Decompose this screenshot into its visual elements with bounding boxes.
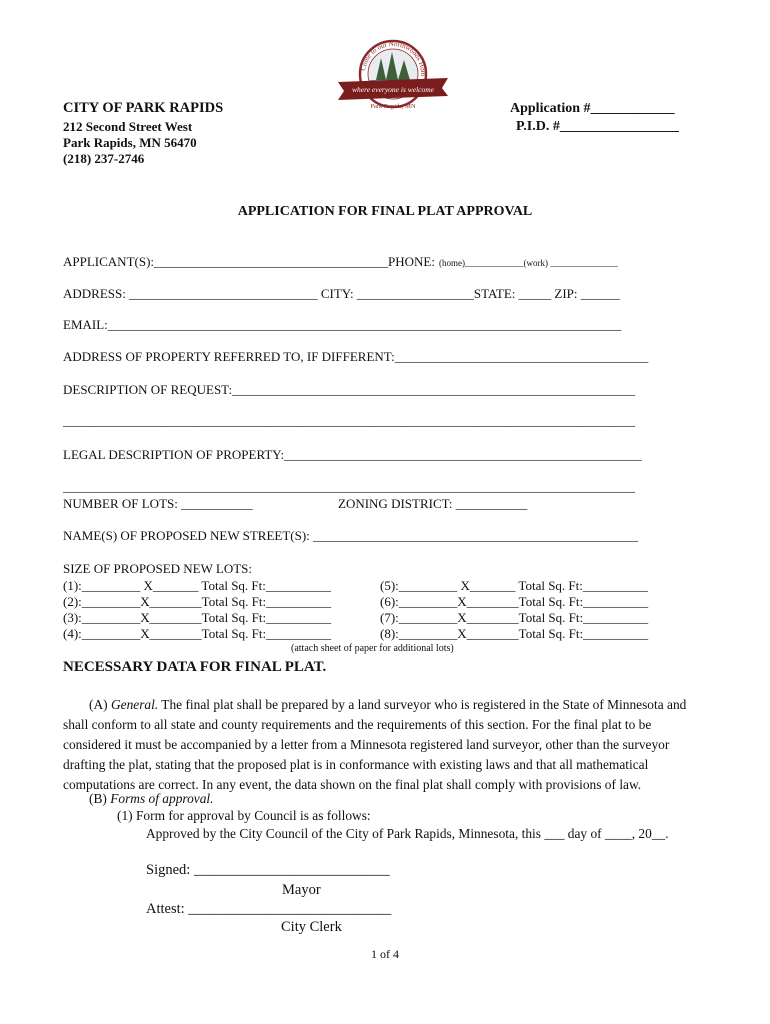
a-label: (A) <box>89 697 108 712</box>
lot-7-field[interactable]: (7):_________X________Total Sq. Ft:__________ <box>380 610 649 625</box>
address-row[interactable]: ADDRESS: _____________________________ CITY: __________________STATE: _____ ZIP: ______ <box>63 286 620 301</box>
lot-3-field[interactable]: (3):_________X________Total Sq. Ft:__________ <box>63 610 332 625</box>
forms-heading <box>89 791 214 807</box>
attest-field[interactable]: Attest: ____________________________ <box>146 901 392 917</box>
mayor-label: Mayor <box>282 882 321 898</box>
a-text: The final plat shall be prepared by a land surveyor who is registered in the State of Minnesota and shall conform to all state and county requirements and the requirements of this section. For the final plat to be considered it must be accompanied by a letter from a Minnesota registered land surveyor, other than the surveyor drafting the plat, stating that the proposed plat is in conformance with existing laws and that all mathematical computations are correct. In any event, the data shown on the final plat shall comply with provisions of law. <box>63 697 687 792</box>
lot-1-field[interactable]: (1):_________ X_______ Total Sq. Ft:__________ <box>63 578 331 593</box>
pid-field[interactable]: P.I.D. #_________________ <box>516 119 679 134</box>
city-clerk-label: City Clerk <box>281 919 342 935</box>
city-name: CITY OF PARK RAPIDS <box>63 100 224 116</box>
description-field[interactable]: DESCRIPTION OF REQUEST:______________________________________________________________ <box>63 382 636 397</box>
logo-banner-text: where everyone is welcome <box>352 85 434 94</box>
application-number-field[interactable]: Application #____________ <box>510 101 675 116</box>
applicant-row[interactable] <box>63 254 618 270</box>
attach-note: (attach sheet of paper for additional lots) <box>291 643 454 654</box>
street-names-field[interactable]: NAME(S) OF PROPOSED NEW STREET(S): __________________________________________________ <box>63 528 639 543</box>
legal-description-field[interactable]: LEGAL DESCRIPTION OF PROPERTY:_______________________________________________________ <box>63 447 642 462</box>
section-heading: NECESSARY DATA FOR FINAL PLAT. <box>63 659 327 675</box>
approval-statement[interactable]: Approved by the City Council of the City of Park Rapids, Minnesota, this ___ day of ____, 20__. <box>146 826 669 841</box>
page-title: APPLICATION FOR FINAL PLAT APPROVAL <box>237 204 533 219</box>
email-field[interactable]: EMAIL:_______________________________________________________________________________ <box>63 317 622 332</box>
page-number: 1 of 4 <box>371 947 399 961</box>
city-citystate: Park Rapids, MN 56470 <box>63 135 197 150</box>
logo-bottom-text: Park Rapids, MN <box>370 103 416 110</box>
lot-5-field[interactable]: (5):_________ X_______ Total Sq. Ft:__________ <box>380 578 648 593</box>
lots-heading: SIZE OF PROPOSED NEW LOTS: <box>63 561 253 576</box>
lot-8-field[interactable]: (8):_________X________Total Sq. Ft:__________ <box>380 626 649 641</box>
b-title: Forms of approval. <box>110 791 214 806</box>
approval-form-item: (1) Form for approval by Council is as follows: <box>117 808 371 823</box>
number-of-lots-field[interactable]: NUMBER OF LOTS: ___________ <box>63 496 253 511</box>
signed-field[interactable]: Signed: ___________________________ <box>146 862 390 878</box>
applicant-field[interactable]: APPLICANT(S):____________________________________PHONE: <box>63 254 435 269</box>
phone-home-work-field[interactable]: (home)_____________(work) _______________ <box>438 258 618 268</box>
city-logo <box>334 38 452 116</box>
city-phone: (218) 237-2746 <box>63 151 145 166</box>
lot-2-field[interactable]: (2):_________X________Total Sq. Ft:__________ <box>63 594 332 609</box>
logo-ring-text: Come to our Northwoods Hom <box>359 39 428 77</box>
lot-6-field[interactable]: (6):_________X________Total Sq. Ft:__________ <box>380 594 649 609</box>
lot-4-field[interactable]: (4):_________X________Total Sq. Ft:__________ <box>63 626 332 641</box>
property-address-field[interactable]: ADDRESS OF PROPERTY REFERRED TO, IF DIFFERENT:_______________________________________ <box>63 349 649 364</box>
general-paragraph <box>63 695 711 795</box>
a-title: General. <box>110 697 159 712</box>
city-street: 212 Second Street West <box>63 119 193 134</box>
b-label: (B) <box>89 791 107 806</box>
description-extra-line[interactable]: ________________________________________________________________________________________ <box>63 413 635 428</box>
legal-description-extra-line[interactable]: ________________________________________________________________________________________ <box>63 479 635 494</box>
zoning-district-field[interactable]: ZONING DISTRICT: ___________ <box>338 496 528 511</box>
